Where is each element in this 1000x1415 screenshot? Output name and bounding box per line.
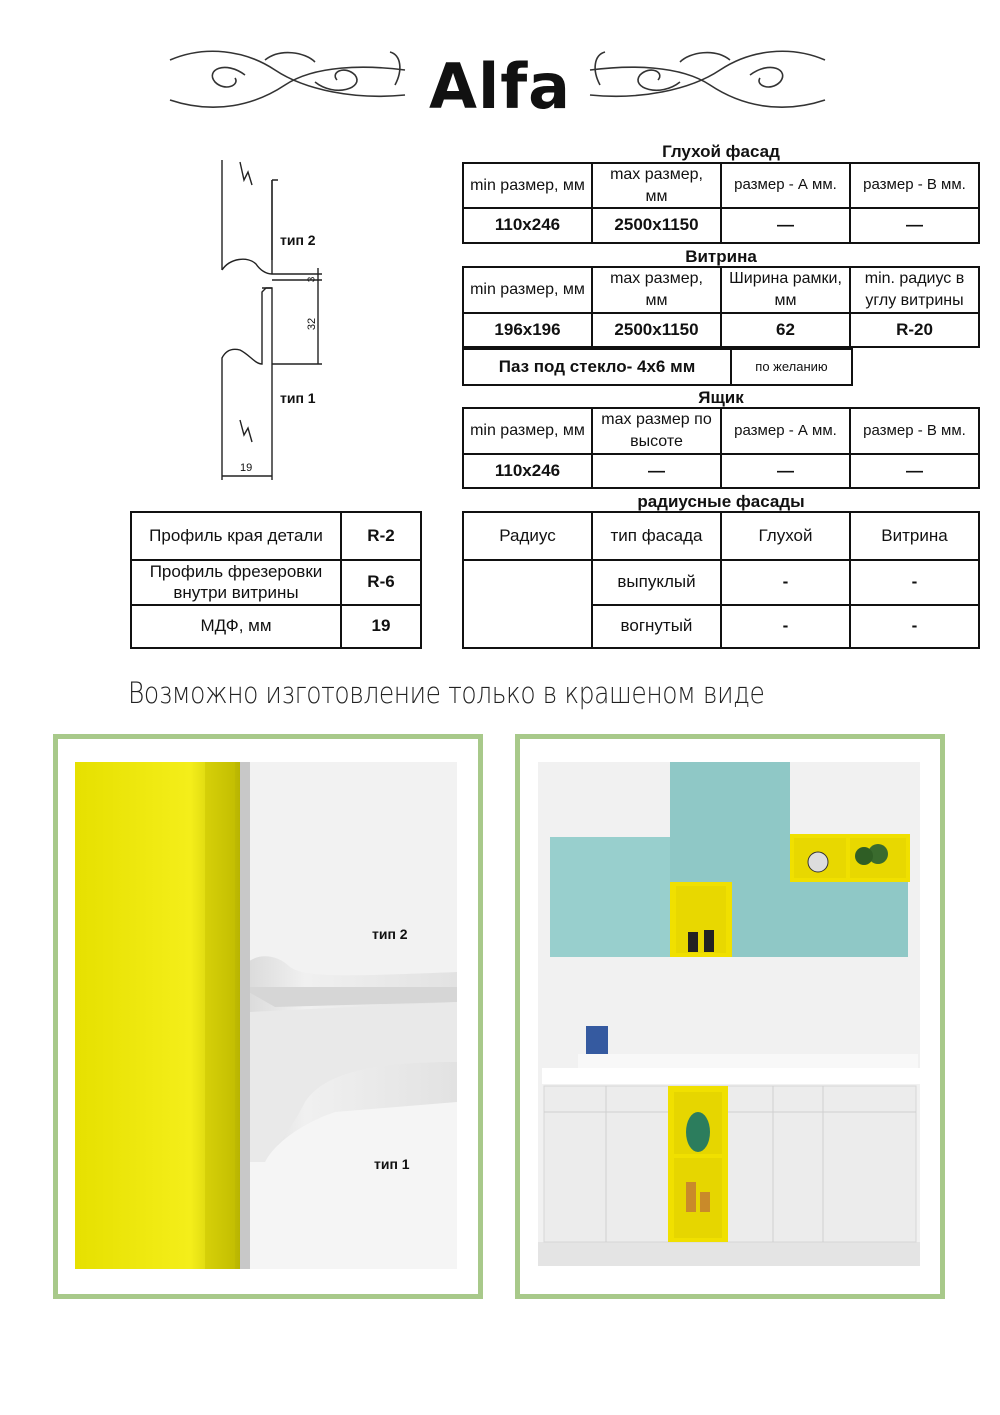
blind-header-b: размер - В мм. bbox=[850, 163, 979, 208]
blind-b: — bbox=[850, 208, 979, 243]
page-title: Alfa bbox=[428, 50, 572, 123]
showcase-title: Витрина bbox=[685, 247, 757, 266]
showcase-header-max: max размер, мм bbox=[592, 267, 721, 313]
radius-row-concave-blind: - bbox=[721, 605, 850, 648]
painted-only-note: Возможно изготовление только в крашеном виде bbox=[128, 676, 765, 710]
showcase-frame: 62 bbox=[721, 313, 850, 347]
radius-row-convex-showcase: - bbox=[850, 560, 979, 605]
showcase-header-frame: Ширина рамки, мм bbox=[721, 267, 850, 313]
blind-table bbox=[462, 162, 980, 244]
photo-label-type2: тип 2 bbox=[372, 926, 408, 942]
profile-table bbox=[130, 511, 422, 649]
blind-header-max: max размер, мм bbox=[592, 163, 721, 208]
radius-row-concave-type: вогнутый bbox=[592, 605, 721, 648]
profile-mdf-value: 19 bbox=[341, 605, 421, 648]
blind-max: 2500x1150 bbox=[592, 208, 721, 243]
drawer-header-min: min размер, мм bbox=[463, 408, 592, 454]
profile-label-type2: тип 2 bbox=[280, 232, 316, 248]
radius-value-cell bbox=[463, 560, 592, 648]
profile-edge-label: Профиль края детали bbox=[131, 512, 341, 560]
drawer-header-b: размер - В мм. bbox=[850, 408, 979, 454]
radius-table bbox=[462, 511, 980, 649]
showcase-header-radius: min. радиус в углу витрины bbox=[850, 267, 979, 313]
profile-milling-label: Профиль фрезеровки внутри витрины bbox=[131, 560, 341, 605]
blind-title: Глухой фасад bbox=[662, 142, 780, 161]
kitchen-photo bbox=[538, 762, 920, 1266]
showcase-table bbox=[462, 266, 980, 348]
showcase-min: 196x196 bbox=[463, 313, 592, 347]
profile-milling-value: R-6 bbox=[341, 560, 421, 605]
drawer-max: — bbox=[592, 454, 721, 488]
photo-label-type1: тип 1 bbox=[374, 1156, 410, 1172]
showcase-radius: R-20 bbox=[850, 313, 979, 347]
drawer-header-a: размер - А мм. bbox=[721, 408, 850, 454]
profile-edge-value: R-2 bbox=[341, 512, 421, 560]
drawer-min: 110x246 bbox=[463, 454, 592, 488]
radius-row-convex-type: выпуклый bbox=[592, 560, 721, 605]
dimension-3: 3 bbox=[306, 276, 318, 283]
blind-min: 110x246 bbox=[463, 208, 592, 243]
handle-profile-photo bbox=[75, 762, 457, 1269]
dimension-19: 19 bbox=[240, 462, 253, 474]
drawer-title: Ящик bbox=[698, 388, 744, 407]
blind-a: — bbox=[721, 208, 850, 243]
profile-label-type1: тип 1 bbox=[280, 390, 316, 406]
radius-header-type: тип фасада bbox=[592, 512, 721, 560]
drawer-b: — bbox=[850, 454, 979, 488]
profile-drawing bbox=[200, 150, 360, 490]
radius-header-blind: Глухой bbox=[721, 512, 850, 560]
blind-header-a: размер - А мм. bbox=[721, 163, 850, 208]
drawer-a: — bbox=[721, 454, 850, 488]
drawer-table bbox=[462, 407, 980, 489]
drawer-header-max: max размер по высоте bbox=[592, 408, 721, 454]
groove-value: по желанию bbox=[731, 349, 852, 385]
groove-table bbox=[462, 348, 853, 386]
profile-mdf-label: МДФ, мм bbox=[131, 605, 341, 648]
groove-label: Паз под стекло- 4х6 мм bbox=[463, 349, 731, 385]
showcase-header-min: min размер, мм bbox=[463, 267, 592, 313]
radius-header-showcase: Витрина bbox=[850, 512, 979, 560]
radius-header-radius: Радиус bbox=[463, 512, 592, 560]
radius-row-convex-blind: - bbox=[721, 560, 850, 605]
radius-title: радиусные фасады bbox=[637, 492, 805, 511]
dimension-32: 32 bbox=[306, 317, 319, 331]
blind-header-min: min размер, мм bbox=[463, 163, 592, 208]
radius-row-concave-showcase: - bbox=[850, 605, 979, 648]
showcase-max: 2500x1150 bbox=[592, 313, 721, 347]
